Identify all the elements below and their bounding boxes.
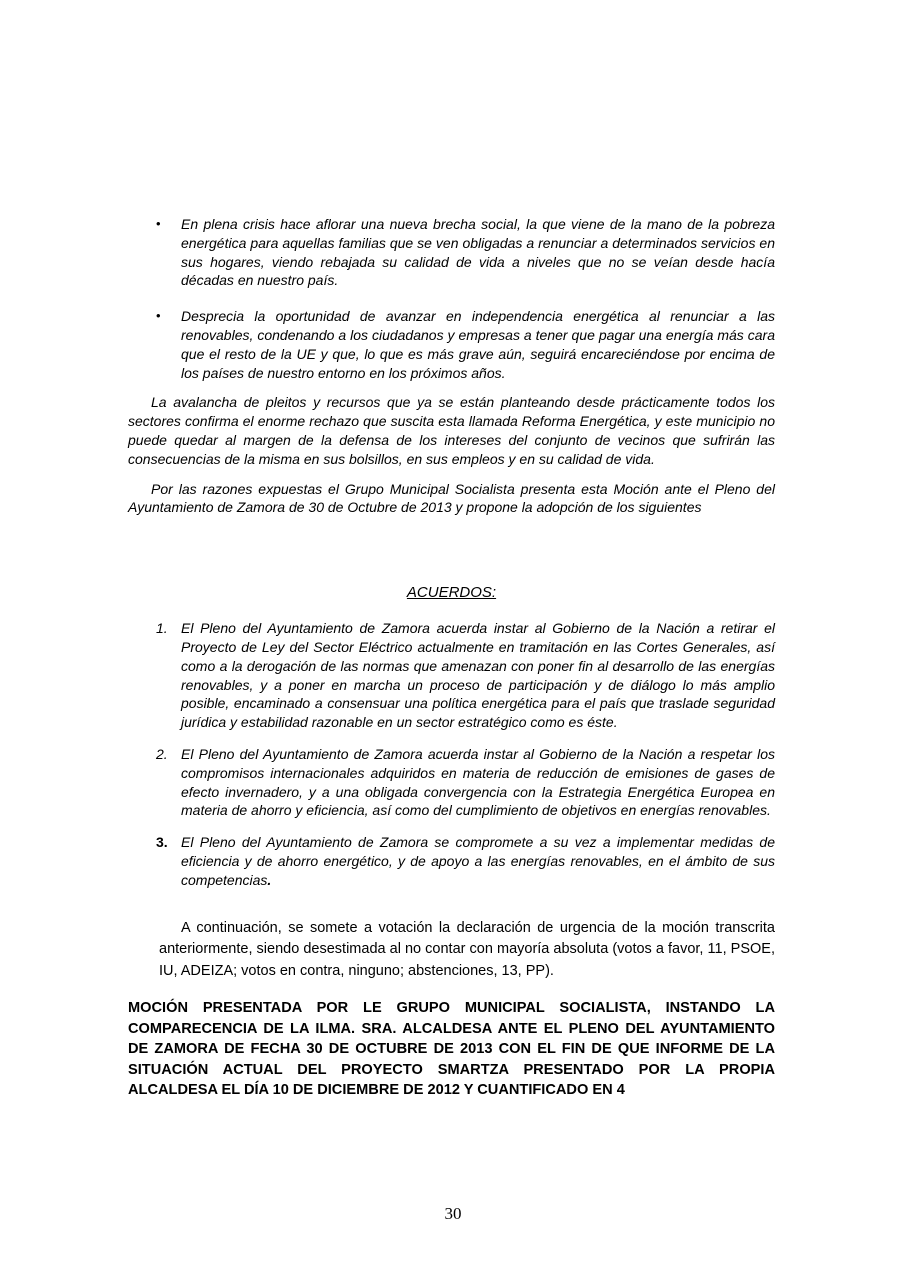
acuerdos-list — [128, 619, 775, 889]
bullet-icon: • — [156, 216, 161, 231]
page-number: 30 — [444, 1204, 462, 1223]
bullet-text: En plena crisis hace aflorar una nueva brecha social, la que viene de la mano de la pobreza energética para aquellas familias que se ven obligadas a renunciar a determinados servicios en sus hogares, viendo rebajada su calidad de vida a niveles que no se veían desde hacía décadas en nuestro país. — [181, 216, 775, 289]
bullet-icon: • — [156, 308, 161, 324]
bullet-list — [128, 215, 775, 382]
list-item — [128, 619, 775, 732]
list-item — [128, 307, 775, 382]
item-text: El Pleno del Ayuntamiento de Zamora acuerda instar al Gobierno de la Nación a respetar los compromisos internacionales adquiridos en materia de reducción de emisiones de gases de efecto invernadero, y a una obligada convergencia con la Estrategia Energética Europea en materia de ahorro y eficiencia, así como del cumplimiento de objetivos en energías renovables. — [181, 745, 775, 819]
paragraph-votacion: A continuación, se somete a votación la declaración de urgencia de la moción transcrita anteriormente, siendo desestimada al no contar con mayoría absoluta (votos a favor, 11, PSOE, IU, ADEIZA; votos en contra, ninguno; abstenciones, 13, PP). — [159, 919, 775, 979]
paragraph-mocion-heading: MOCIÓN PRESENTADA POR LE GRUPO MUNICIPAL SOCIALISTA, INSTANDO LA COMPARECENCIA DE LA ILMA. SRA. ALCALDESA ANTE EL PLENO DEL AYUNTAMIENTO DE ZAMORA DE FECHA 30 DE OCTUBRE DE 2013 CON EL FIN DE QUE INFORME DE LA SITUACIÓN ACTUAL DEL PROYECTO SMARTZA PRESENTADO POR LA PROPIA ALCALDESA EL DÍA 10 DE DICIEMBRE DE 2012 Y CUANTIFICADO EN 4 — [128, 1000, 775, 1099]
list-item — [128, 833, 775, 889]
item-text: El Pleno del Ayuntamiento de Zamora acuerda instar al Gobierno de la Nación a retirar el Proyecto de Ley del Sector Eléctrico actualmente en tramitación en las Cortes Generales, así como a la derogación de las normas que amenazan con poner fin al desarrollo de las energías renovables, y a poner en marcha un proceso de participación y de diálogo lo más amplio posible, encaminado a consensuar una política energética para el país que traslade seguridad jurídica y estabilidad razonable en un sector estratégico como es éste. — [181, 620, 775, 731]
item-text: El Pleno del Ayuntamiento de Zamora se compromete a su vez a implementar medidas de eficiencia y de ahorro energético, y de apoyo a las energías renovables, en el ámbito de sus competencias — [181, 834, 775, 888]
list-item — [128, 215, 775, 290]
list-item — [128, 745, 775, 820]
paragraph-avalancha: La avalancha de pleitos y recursos que ya se están planteando desde prácticamente todos los sectores confirma el enorme rechazo que suscita esta llamada Reforma Energética, y este municipio no puede quedar al margen de la defensa de los intereses del conjunto de vecinos que sufrirán las consecuencias de la misma en sus bolsillos, en sus empleos y en su calidad de vida. — [128, 394, 775, 467]
item-number: 3. — [156, 834, 168, 851]
acuerdos-heading: ACUERDOS: — [406, 584, 497, 602]
item-text-suffix: . — [267, 871, 272, 888]
item-number: 1. — [156, 620, 168, 637]
bullet-text: Desprecia la oportunidad de avanzar en independencia energética al renunciar a las renovables, condenando a los ciudadanos y empresas a tener que pagar una energía más cara que el resto de la UE y que, lo que es más grave aún, seguirá encareciéndose por encima de los países de nuestro entorno en los próximos años. — [181, 308, 775, 381]
paragraph-razones: Por las razones expuestas el Grupo Municipal Socialista presenta esta Moción ante el Pleno del Ayuntamiento de Zamora de 30 de Octubre de 2013 y propone la adopción de los siguientes — [128, 480, 775, 516]
item-number: 2. — [156, 745, 168, 762]
